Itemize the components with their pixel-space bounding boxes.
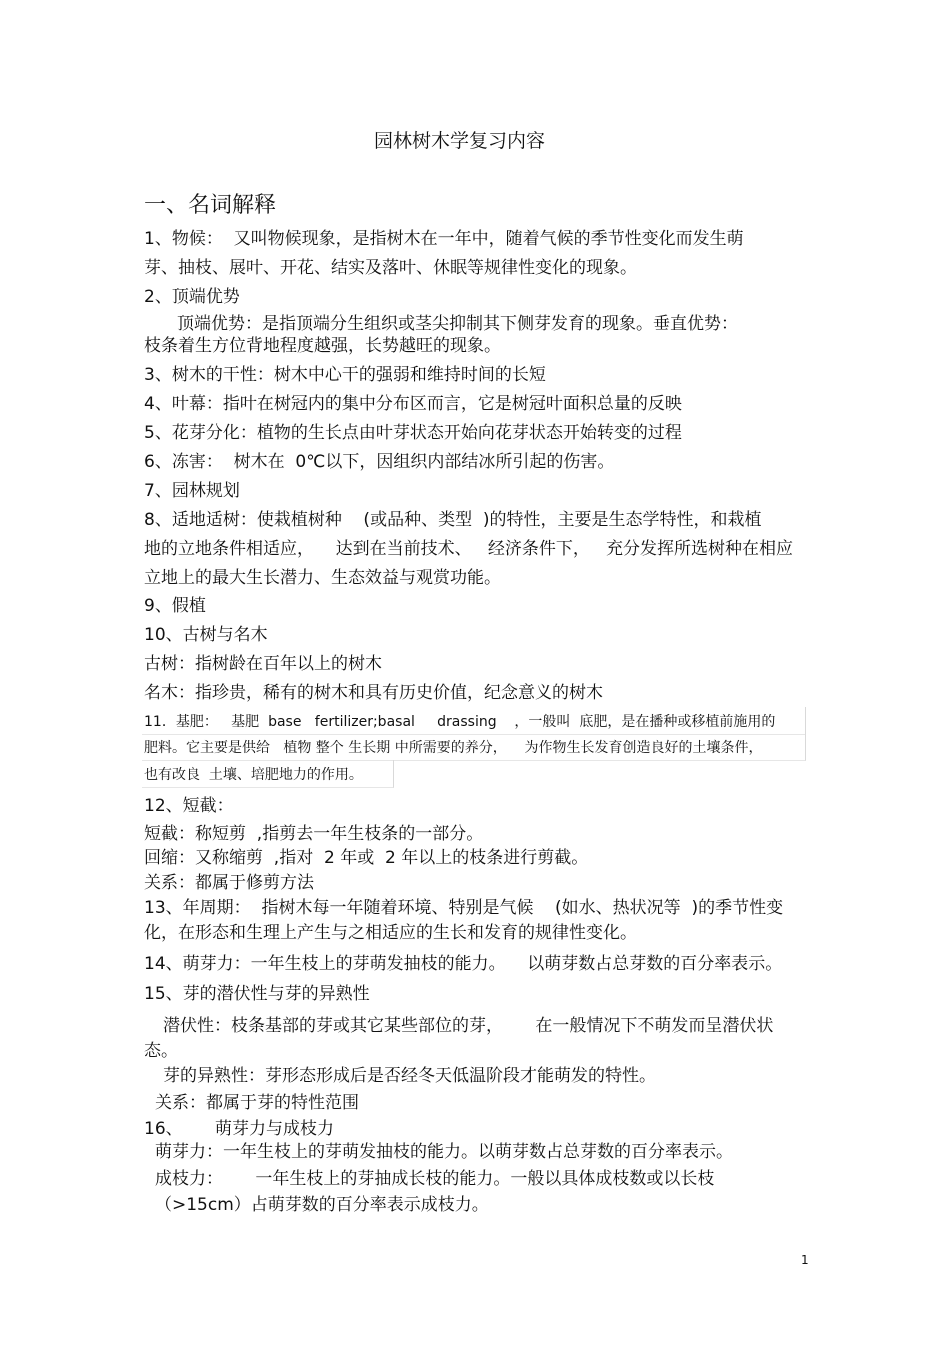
- text-line: 萌芽力：一年生枝上的芽萌发抽枝的能力。以萌芽数占总芽数的百分率表示。: [155, 1142, 733, 1162]
- text-line: 10、古树与名木: [144, 625, 268, 645]
- text-line: 5、花芽分化：植物的生长点由叶芽状态开始向花芽状态开始转变的过程: [144, 423, 682, 443]
- text-line: 成枝力： 一年生枝上的芽抽成长枝的能力。一般以具体成枝数或以长枝: [155, 1169, 715, 1189]
- text-line: 态。: [144, 1041, 178, 1061]
- document-title: 园林树木学复习内容: [374, 130, 546, 152]
- text-line: 潜伏性：枝条基部的芽或其它某些部位的芽， 在一般情况下不萌发而呈潜伏状: [163, 1016, 774, 1036]
- text-line: 化，在形态和生理上产生与之相适应的生长和发育的规律性变化。: [144, 923, 637, 943]
- text-line: 地的立地条件相适应， 达到在当前技术、 经济条件下， 充分发挥所选树种在相应: [144, 539, 794, 559]
- text-line: 名木：指珍贵，稀有的树木和具有历史价值，纪念意义的树木: [144, 683, 603, 703]
- text-line: 芽、抽枝、展叶、开花、结实及落叶、休眠等规律性变化的现象。: [144, 258, 637, 278]
- text-line: （>15cm）占萌芽数的百分率表示成枝力。: [155, 1195, 489, 1215]
- text-line: 13、年周期： 指树木每一年随着环境、特别是气候 (如水、热状况等 )的季节性变: [144, 898, 784, 918]
- text-line: 关系：都属于芽的特性范围: [155, 1093, 359, 1113]
- text-line: 古树：指树龄在百年以上的树木: [144, 654, 382, 674]
- text-line: 短截：称短剪 ,指剪去一年生枝条的一部分。: [144, 824, 484, 844]
- text-line: 回缩：又称缩剪 ,指对 2 年或 2 年以上的枝条进行剪截。: [144, 848, 589, 868]
- text-line: 关系：都属于修剪方法: [144, 873, 314, 893]
- text-line: 4、叶幕：指叶在树冠内的集中分布区而言，它是树冠叶面积总量的反映: [144, 394, 682, 414]
- text-line-small: 肥料。它主要是供给 植物 整个 生长期 中所需要的养分， 为作物生长发育创造良好的土壤条件，: [144, 740, 763, 756]
- text-line-small: 也有改良 土壤、培肥地力的作用。: [144, 767, 363, 783]
- text-line: 3、树木的干性：树木中心干的强弱和维持时间的长短: [144, 365, 546, 385]
- text-line: 8、适地适树：使栽植树种 (或品种、类型 )的特性，主要是生态学特性，和栽植: [144, 510, 762, 530]
- text-line: 15、芽的潜伏性与芽的异熟性: [144, 984, 370, 1004]
- text-line: 6、冻害： 树木在 0℃以下，因组织内部结冰所引起的伤害。: [144, 452, 615, 472]
- text-line: 立地上的最大生长潜力、生态效益与观赏功能。: [144, 568, 501, 588]
- text-line: 枝条着生方位背地程度越强，长势越旺的现象。: [144, 336, 501, 356]
- text-line: 7、园林规划: [144, 481, 240, 501]
- text-line: 16、 萌芽力与成枝力: [144, 1119, 335, 1139]
- text-line: 14、萌芽力：一年生枝上的芽萌发抽枝的能力。 以萌芽数占总芽数的百分率表示。: [144, 954, 783, 974]
- text-line: 顶端优势：是指顶端分生组织或茎尖抑制其下侧芽发育的现象。垂直优势：: [177, 314, 738, 334]
- text-line-small: 11．基肥： 基肥 base fertilizer;basal drassing ，一般叫 底肥，是在播种或移植前施用的: [144, 714, 776, 730]
- page-number: 1: [801, 1253, 809, 1267]
- text-line: 1、物候： 又叫物候现象，是指树木在一年中，随着气候的季节性变化而发生萌: [144, 229, 744, 249]
- section-heading: 一、名词解释: [144, 193, 277, 218]
- text-line: 12、短截：: [144, 796, 234, 816]
- text-line: 芽的异熟性：芽形态形成后是否经冬天低温阶段才能萌发的特性。: [163, 1066, 656, 1086]
- text-line: 2、顶端优势: [144, 287, 240, 307]
- text-line: 9、假植: [144, 596, 206, 616]
